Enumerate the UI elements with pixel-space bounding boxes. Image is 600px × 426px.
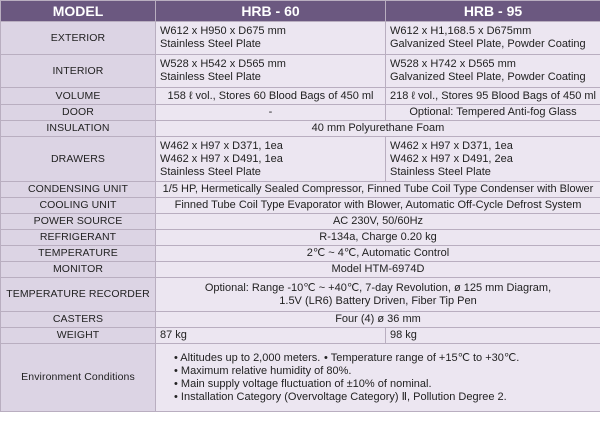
row-label: EXTERIOR bbox=[1, 22, 156, 55]
row-weight bbox=[1, 328, 600, 344]
row-label: INTERIOR bbox=[1, 55, 156, 88]
cell-span: 40 mm Polyurethane Foam bbox=[156, 121, 600, 137]
cell-a bbox=[156, 55, 386, 88]
cell-line: Galvanized Steel Plate, Powder Coating bbox=[390, 38, 586, 50]
env-installation: • Installation Category (Overvoltage Category) Ⅱ, Pollution Degree 2. bbox=[174, 390, 507, 403]
cell-line: Stainless Steel Plate bbox=[390, 165, 491, 178]
row-label: Environment Conditions bbox=[1, 344, 156, 412]
cell-span: Model HTM-6974D bbox=[156, 262, 600, 278]
env-temperature-range: • Temperature range of +15℃ to +30℃. bbox=[324, 351, 520, 364]
cell-a bbox=[156, 22, 386, 55]
cell-span: R-134a, Charge 0.20 kg bbox=[156, 230, 600, 246]
env-line bbox=[174, 352, 596, 365]
row-label: DRAWERS bbox=[1, 137, 156, 182]
cell-b bbox=[386, 22, 600, 55]
cell-line: W462 x H97 x D491, 1ea bbox=[160, 152, 283, 165]
row-environment bbox=[1, 344, 600, 412]
row-monitor bbox=[1, 262, 600, 278]
row-label: INSULATION bbox=[1, 121, 156, 137]
cell-line: W612 x H1,168.5 x D675mm bbox=[390, 25, 532, 37]
cell-b bbox=[386, 55, 600, 88]
row-casters bbox=[1, 312, 600, 328]
cell-span: 2℃ ~ 4℃, Automatic Control bbox=[156, 246, 600, 262]
cell-span bbox=[156, 344, 600, 412]
row-label: TEMPERATURE RECORDER bbox=[1, 278, 156, 312]
cell-line: W462 x H97 x D371, 1ea bbox=[160, 139, 283, 152]
cell-span: Four (4) ø 36 mm bbox=[156, 312, 600, 328]
cell-b: 218 ℓ vol., Stores 95 Blood Bags of 450 ml bbox=[386, 88, 600, 105]
row-condensing-unit bbox=[1, 182, 600, 198]
row-temperature-recorder bbox=[1, 278, 600, 312]
cell-span: AC 230V, 50/60Hz bbox=[156, 214, 600, 230]
env-voltage: • Main supply voltage fluctuation of ±10% of nominal. bbox=[174, 377, 432, 390]
env-altitude: • Altitudes up to 2,000 meters. bbox=[174, 351, 321, 364]
row-refrigerant bbox=[1, 230, 600, 246]
cell-line: W612 x H950 x D675 mm bbox=[160, 25, 286, 37]
cell-line: Optional: Range -10℃ ~ +40℃, 7-day Revolution, ø 125 mm Diagram, bbox=[204, 281, 552, 294]
row-volume bbox=[1, 88, 600, 105]
cell-line: W528 x H742 x D565 mm bbox=[390, 58, 516, 70]
row-label: COOLING UNIT bbox=[1, 198, 156, 214]
row-label: VOLUME bbox=[1, 88, 156, 105]
row-label: TEMPERATURE bbox=[1, 246, 156, 262]
cell-span: 1/5 HP, Hermetically Sealed Compressor, Finned Tube Coil Type Condenser with Blower bbox=[156, 182, 600, 198]
cell-a: 158 ℓ vol., Stores 60 Blood Bags of 450 ml bbox=[156, 88, 386, 105]
cell-a bbox=[156, 137, 386, 182]
row-power-source bbox=[1, 214, 600, 230]
cell-line: Stainless Steel Plate bbox=[160, 165, 261, 178]
cell-line: 1.5V (LR6) Battery Driven, Fiber Tip Pen bbox=[279, 294, 477, 307]
cell-span: Finned Tube Coil Type Evaporator with Blower, Automatic Off-Cycle Defrost System bbox=[156, 198, 600, 214]
cell-line: W462 x H97 x D371, 1ea bbox=[390, 139, 513, 152]
cell-line: W528 x H542 x D565 mm bbox=[160, 58, 286, 70]
cell-b: Optional: Tempered Anti-fog Glass bbox=[386, 105, 600, 121]
row-insulation bbox=[1, 121, 600, 137]
row-label: REFRIGERANT bbox=[1, 230, 156, 246]
row-exterior bbox=[1, 22, 600, 55]
row-drawers bbox=[1, 137, 600, 182]
cell-a: - bbox=[156, 105, 386, 121]
cell-b bbox=[386, 137, 600, 182]
model-a-header: HRB - 60 bbox=[156, 1, 386, 22]
model-b-header: HRB - 95 bbox=[386, 1, 600, 22]
row-temperature bbox=[1, 246, 600, 262]
row-label: CASTERS bbox=[1, 312, 156, 328]
row-door bbox=[1, 105, 600, 121]
model-header: MODEL bbox=[1, 1, 156, 22]
cell-line: W462 x H97 x D491, 2ea bbox=[390, 152, 513, 165]
cell-b: 98 kg bbox=[386, 328, 600, 344]
row-interior bbox=[1, 55, 600, 88]
header-row bbox=[1, 1, 600, 22]
row-label: DOOR bbox=[1, 105, 156, 121]
cell-a: 87 kg bbox=[156, 328, 386, 344]
row-label: WEIGHT bbox=[1, 328, 156, 344]
cell-span bbox=[156, 278, 600, 312]
row-label: POWER SOURCE bbox=[1, 214, 156, 230]
row-label: MONITOR bbox=[1, 262, 156, 278]
cell-line: Stainless Steel Plate bbox=[160, 38, 261, 50]
row-label: CONDENSING UNIT bbox=[1, 182, 156, 198]
row-cooling-unit bbox=[1, 198, 600, 214]
cell-line: Stainless Steel Plate bbox=[160, 71, 261, 83]
cell-line: Galvanized Steel Plate, Powder Coating bbox=[390, 71, 586, 83]
env-humidity: • Maximum relative humidity of 80%. bbox=[174, 364, 352, 377]
